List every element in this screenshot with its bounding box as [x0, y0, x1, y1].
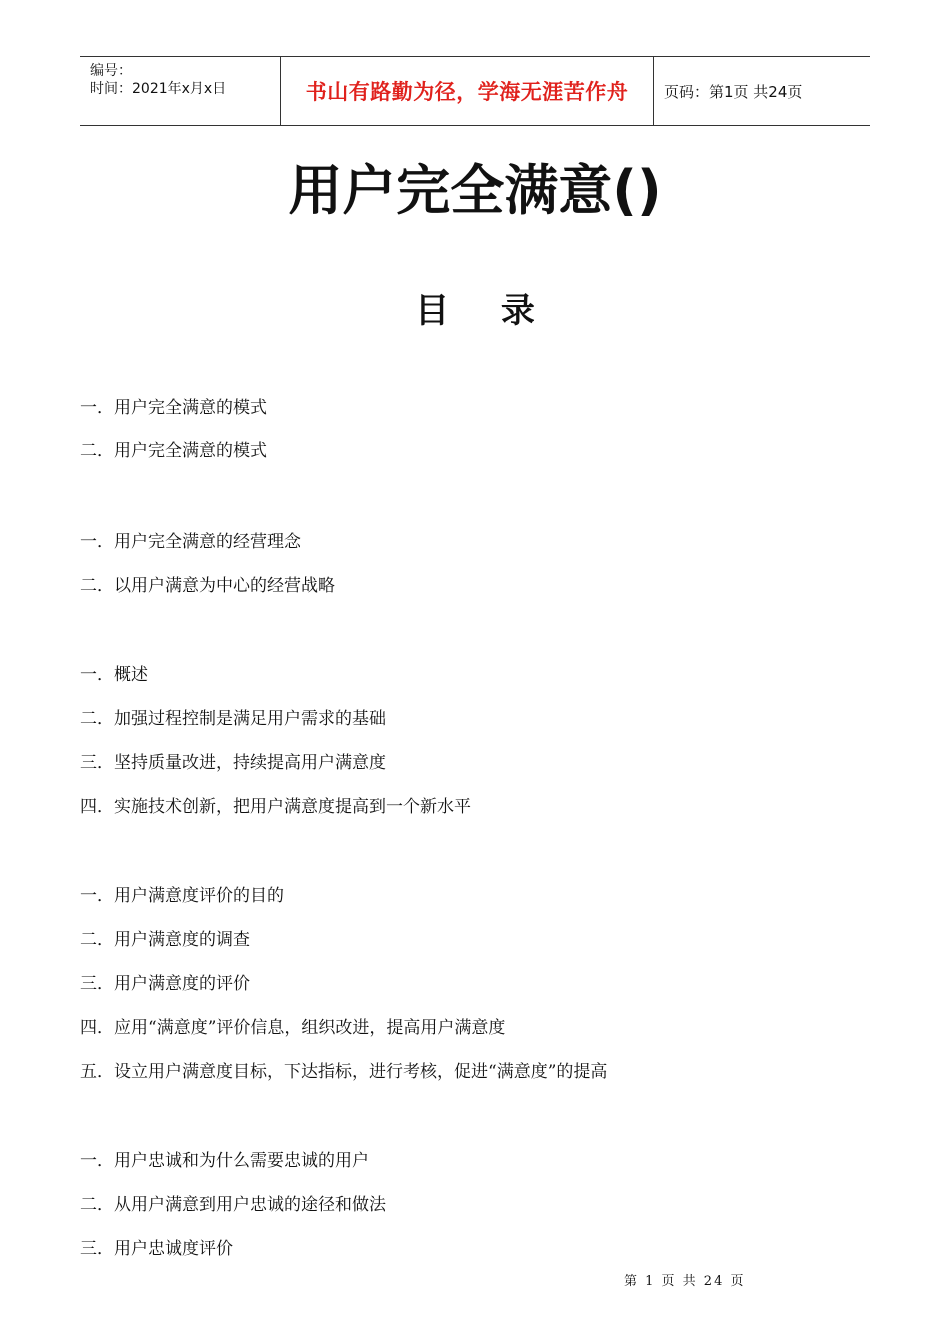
- toc-item: 一．用户忠诚和为什么需要忠诚的用户: [80, 1151, 369, 1171]
- header-left-cell: [80, 57, 281, 125]
- toc-heading: 目 录: [415, 291, 555, 331]
- document-title: 用户完全满意(): [288, 159, 662, 222]
- toc-item: 二．以用户满意为中心的经营战略: [80, 576, 335, 596]
- toc-item: 一．用户满意度评价的目的: [80, 886, 284, 906]
- header-motto-cell: [281, 57, 654, 125]
- toc-item: 三．坚持质量改进，持续提高用户满意度: [80, 753, 386, 773]
- toc-item: 四．应用“满意度”评价信息，组织改进，提高用户满意度: [80, 1018, 506, 1038]
- toc-item: 四．实施技术创新，把用户满意度提高到一个新水平: [80, 797, 471, 817]
- header-page-cell: [654, 57, 870, 125]
- toc-item: 一．用户完全满意的模式: [80, 398, 267, 418]
- date-label: 时间：2021年x月x日: [90, 81, 227, 97]
- toc-item: 三．用户忠诚度评价: [80, 1239, 233, 1259]
- page-footer: 第 1 页 共 24 页: [624, 1274, 746, 1289]
- toc-item: 二．从用户满意到用户忠诚的途径和做法: [80, 1195, 386, 1215]
- toc-item: 二．用户满意度的调查: [80, 930, 250, 950]
- toc-item: 一．概述: [80, 665, 148, 685]
- motto-text: 书山有路勤为径，学海无涯苦作舟: [305, 80, 629, 104]
- toc-item: 一．用户完全满意的经营理念: [80, 532, 301, 552]
- toc-item: 三．用户满意度的评价: [80, 974, 250, 994]
- number-label: 编号：: [90, 63, 132, 79]
- document-header: [80, 56, 870, 126]
- toc-item: 二．加强过程控制是满足用户需求的基础: [80, 709, 386, 729]
- toc-item: 二．用户完全满意的模式: [80, 441, 267, 461]
- page-info: 页码：第1页 共24页: [664, 82, 803, 101]
- toc-item: 五．设立用户满意度目标，下达指标，进行考核，促进“满意度”的提高: [80, 1062, 608, 1082]
